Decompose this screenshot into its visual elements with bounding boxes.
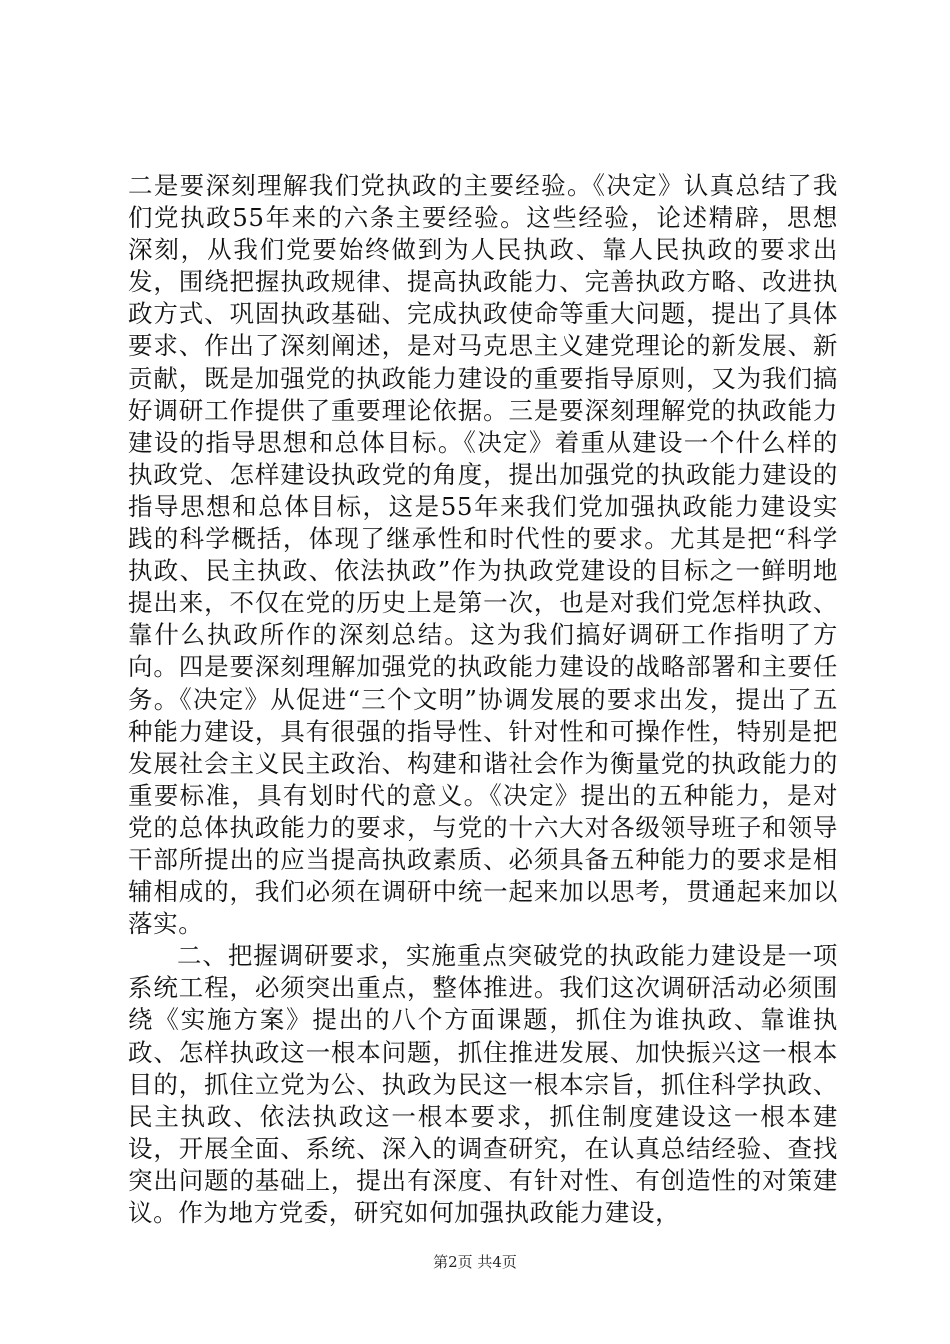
paragraph-1: 二是要深刻理解我们党执政的主要经验。《决定》认真总结了我们党执政55年来的六条主要经验。这些经验，论述精辟，思想深刻，从我们党要始终做到为人民执政、靠人民执政的要求出发，围绕把握执政规律、提高执政能力、完善执政方略、改进执政方式、巩固执政基础、完成执政使命等重大问题，提出了具体要求、作出了深刻阐述，是对马克思主义建党理论的新发展、新贡献，既是加强党的执政能力建设的重要指导原则，又为我们搞好调研工作提供了重要理论依据。三是要深刻理解党的执政能力建设的指导思想和总体目标。《决定》着重从建设一个什么样的执政党、怎样建设执政党的角度，提出加强党的执政能力建设的指导思想和总体目标，这是55年来我们党加强执政能力建设实践的科学概括，体现了继承性和时代性的要求。尤其是把“科学执政、民主执政、依法执政”作为执政党建设的目标之一鲜明地提出来，不仅在党的历史上是第一次，也是对我们党怎样执政、靠什么执政所作的深刻总结。这为我们搞好调研工作指明了方向。四是要深刻理解加强党的执政能力建设的战略部署和主要任务。《决定》从促进“三个文明”协调发展的要求出发，提出了五种能力建设，具有很强的指导性、针对性和可操作性，特别是把发展社会主义民主政治、构建和谐社会作为衡量党的执政能力的重要标准，具有划时代的意义。《决定》提出的五种能力，是对党的总体执政能力的要求，与党的十六大对各级领导班子和领导干部所提出的应当提高执政素质、必须具备五种能力的要求是相辅相成的，我们必须在调研中统一起来加以思考，贯通起来加以落实。 bbox=[128, 171, 838, 939]
paragraph-2: 二、把握调研要求，实施重点突破党的执政能力建设是一项系统工程，必须突出重点，整体推进。我们这次调研活动必须围绕《实施方案》提出的八个方面课题，抓住为谁执政、靠谁执政、怎样执政这一根本问题，抓住推进发展、加快振兴这一根本目的，抓住立党为公、执政为民这一根本宗旨，抓住科学执政、民主执政、依法执政这一根本要求，抓住制度建设这一根本建设，开展全面、系统、深入的调查研究，在认真总结经验、查找突出问题的基础上，提出有深度、有针对性、有创造性的对策建议。作为地方党委，研究如何加强执政能力建设， bbox=[128, 941, 838, 1227]
document-body bbox=[128, 170, 838, 1229]
page-footer: 第2页 共4页 bbox=[433, 1253, 517, 1271]
